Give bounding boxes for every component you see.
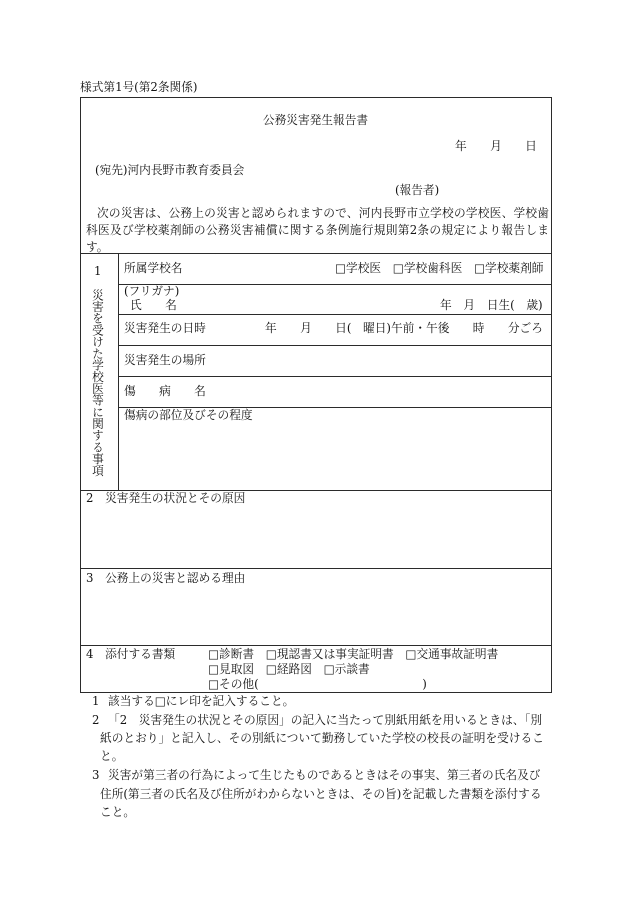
incident-datetime-field: 年 月 日( 曜日)午前・午後 時 分ごろ xyxy=(265,321,543,335)
incident-datetime-label: 災害発生の日時 xyxy=(124,321,206,335)
incident-place-label: 災害発生の場所 xyxy=(124,353,206,367)
checkbox-witness-statement: □現認書又は事実証明書 xyxy=(265,647,394,661)
row-divider xyxy=(118,314,551,315)
note-line: 該当する□にレ印を記入すること。 xyxy=(108,694,295,708)
report-date: 年 月 日 xyxy=(455,139,537,153)
checkbox-other: □その他( ) xyxy=(208,677,427,691)
section1-number: 1 xyxy=(94,264,102,278)
note-number: 3 xyxy=(92,768,100,782)
section-divider xyxy=(80,253,551,254)
note-line: と。 xyxy=(100,749,124,763)
row-divider xyxy=(118,284,551,285)
attachment-row xyxy=(208,647,498,661)
section-divider xyxy=(80,568,551,569)
section1-vertical-heading: 災害を受けた学校医等に関する事項 xyxy=(91,289,105,477)
intro-line: す。 xyxy=(86,240,109,254)
intro-line: 科医及び学校薬剤師の公務災害補償に関する条例施行規則第2条の規定により報告しま xyxy=(86,223,549,237)
row-divider xyxy=(118,345,551,346)
section-divider xyxy=(80,645,551,646)
reporter-label: (報告者) xyxy=(395,183,440,197)
checkbox-school-dentist: □学校歯科医 xyxy=(392,261,463,275)
note-line: 「2 災害発生の状況とその原因」の記入に当たって別紙用紙を用いるときは、「別 xyxy=(108,713,543,727)
role-checkbox-group xyxy=(335,261,543,275)
addressee: (宛先)河内長野市教育委員会 xyxy=(95,163,245,177)
section3-label: 3 公務上の災害と認める理由 xyxy=(86,571,246,585)
checkbox-route-map: □経路図 xyxy=(265,662,312,676)
note-line: 紙のとおり」と記入し、その別紙について勤務していた学校の校長の証明を受けるこ xyxy=(100,731,544,745)
checkbox-medical-certificate: □診断書 xyxy=(208,647,255,661)
attachment-row xyxy=(208,662,370,676)
birth-date-field: 年 月 日生( 歳) xyxy=(440,298,543,312)
intro-line: 次の災害は、公務上の災害と認められますので、河内長野市立学校の学校医、学校歯 xyxy=(97,206,549,220)
injury-detail-label: 傷病の部位及びその程度 xyxy=(124,408,253,422)
note-number: 2 xyxy=(92,713,100,727)
injury-name-label: 傷 病 名 xyxy=(124,384,206,398)
checkbox-traffic-accident-certificate: □交通事故証明書 xyxy=(405,647,499,661)
checkbox-settlement-document: □示談書 xyxy=(323,662,370,676)
note-line: 災害が第三者の行為によって生じたものであるときはその事実、第三者の氏名及び xyxy=(108,768,541,782)
school-name-label: 所属学校名 xyxy=(124,261,183,275)
form-title: 公務災害発生報告書 xyxy=(262,113,369,127)
name-label: 氏 名 xyxy=(130,298,177,312)
furigana-label: (フリガナ) xyxy=(124,284,180,298)
checkbox-school-doctor: □学校医 xyxy=(335,261,382,275)
section4-label: 4 添付する書類 xyxy=(86,647,176,661)
row-divider xyxy=(118,376,551,377)
section1-column-divider xyxy=(118,253,119,490)
checkbox-site-sketch: □見取図 xyxy=(208,662,255,676)
form-number: 様式第1号(第2条関係) xyxy=(80,80,198,94)
note-line: 住所(第三者の氏名及び住所がわからないときは、その旨)を記載した書類を添付する xyxy=(100,787,542,801)
attachment-row xyxy=(208,677,427,691)
section2-label: 2 災害発生の状況とその原因 xyxy=(86,491,246,505)
note-line: こと。 xyxy=(100,805,136,819)
note-number: 1 xyxy=(92,694,100,708)
checkbox-school-pharmacist: □学校薬剤師 xyxy=(473,261,544,275)
